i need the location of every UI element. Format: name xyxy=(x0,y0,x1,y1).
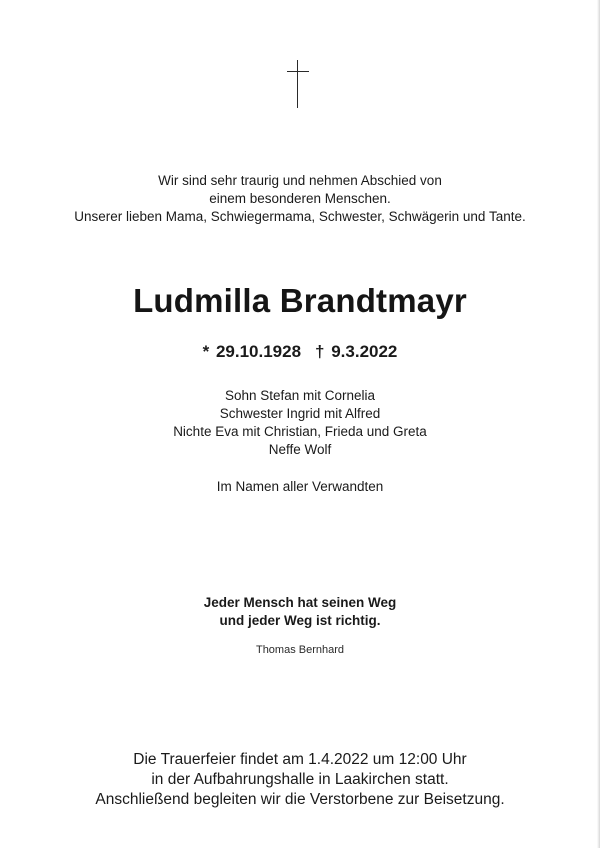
intro-line: Wir sind sehr traurig und nehmen Abschied von xyxy=(158,173,442,188)
cross-horizontal-bar xyxy=(287,71,309,72)
deceased-name: Ludmilla Brandtmayr xyxy=(133,282,467,319)
cross-vertical-bar xyxy=(297,60,298,108)
family-member: Schwester Ingrid mit Alfred xyxy=(219,406,381,421)
family-list xyxy=(0,387,600,459)
funeral-info xyxy=(0,750,600,810)
quote-author: Thomas Bernhard xyxy=(255,644,345,656)
birth-date: * 29.10.1928 xyxy=(202,342,302,361)
family-member: Sohn Stefan mit Cornelia xyxy=(224,388,376,403)
family-member: Nichte Eva mit Christian, Frieda und Greta xyxy=(173,424,427,439)
life-dates xyxy=(0,341,600,363)
quote-line: Jeder Mensch hat seinen Weg xyxy=(203,595,397,610)
funeral-line: in der Aufbahrungshalle in Laakirchen statt. xyxy=(151,771,449,788)
intro-line: einem besonderen Menschen. xyxy=(209,191,391,206)
quote-line: und jeder Weg ist richtig. xyxy=(219,613,381,628)
quote xyxy=(0,594,600,630)
cross-icon xyxy=(287,60,309,108)
funeral-line: Anschließend begleiten wir die Verstorbene zur Beisetzung. xyxy=(95,791,505,808)
on-behalf-text: Im Namen aller Verwandten xyxy=(216,479,384,494)
death-date: † 9.3.2022 xyxy=(315,342,398,361)
intro-text xyxy=(0,172,600,226)
intro-line: Unserer lieben Mama, Schwiegermama, Schwester, Schwägerin und Tante. xyxy=(74,209,526,224)
funeral-line: Die Trauerfeier findet am 1.4.2022 um 12:00 Uhr xyxy=(133,751,467,768)
family-member: Neffe Wolf xyxy=(268,442,332,457)
